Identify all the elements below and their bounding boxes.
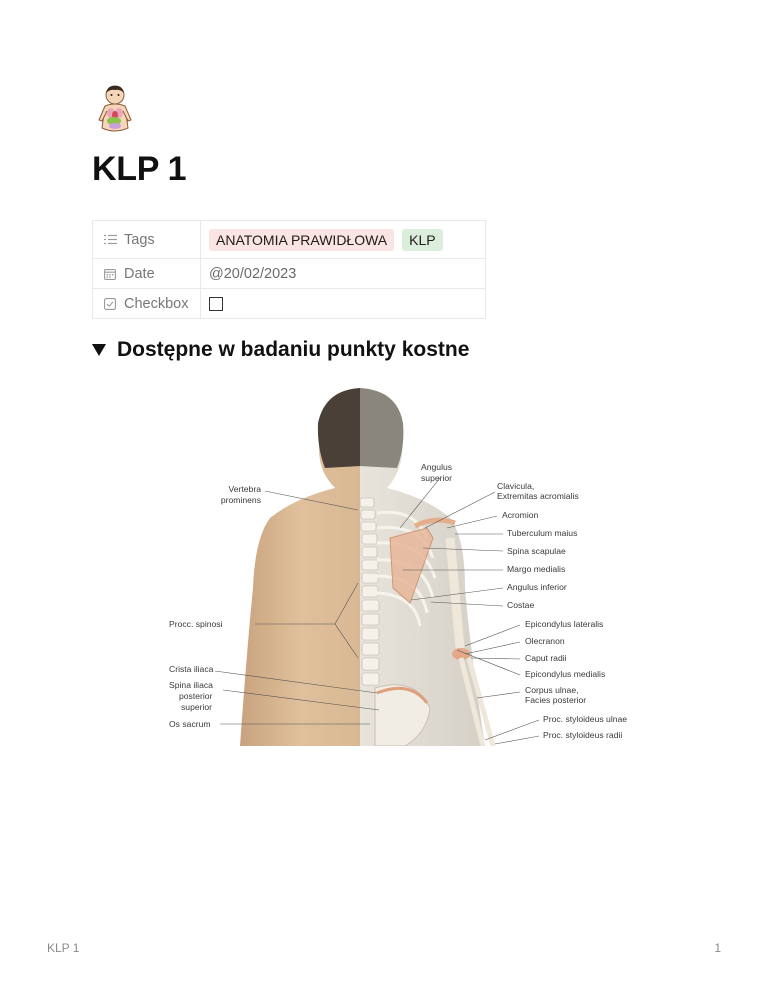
label-caput-radii: Caput radii	[525, 653, 567, 663]
label-prominens: prominens	[220, 495, 261, 505]
date-value[interactable]: @20/02/2023	[209, 265, 297, 282]
label-olecranon: Olecranon	[525, 636, 565, 646]
hair-grey	[360, 388, 403, 468]
label-margo-medialis: Margo medialis	[507, 564, 566, 574]
label-angulus: Angulus	[421, 462, 453, 472]
label-angulus-inferior: Angulus inferior	[507, 582, 567, 592]
property-value-checkbox	[201, 289, 485, 318]
tag-anatomia[interactable]: ANATOMIA PRAWIDŁOWA	[209, 229, 394, 251]
toggle-heading: Dostępne w badaniu punkty kostne	[117, 338, 470, 361]
page-number: 1	[714, 941, 721, 955]
property-label: Date	[124, 265, 155, 282]
label-facies-posterior: Facies posterior	[525, 695, 587, 705]
label-procc-spinosi: Procc. spinosi	[169, 619, 223, 629]
label-corpus-ulnae: Corpus ulnae,	[525, 685, 579, 695]
label-crista-iliaca: Crista iliaca	[169, 664, 214, 674]
label-spina-iliaca: Spina iliaca	[169, 680, 213, 690]
property-row-tags	[93, 221, 485, 259]
property-row-date	[93, 259, 485, 289]
toggle-triangle-icon[interactable]	[92, 344, 106, 356]
property-label: Checkbox	[124, 295, 189, 312]
label-proc-styloideus-ulnae: Proc. styloideus ulnae	[543, 714, 628, 724]
hair-dark	[318, 388, 360, 468]
property-row-checkbox	[93, 289, 485, 318]
tag-klp[interactable]: KLP	[402, 229, 442, 251]
property-key-checkbox[interactable]	[93, 289, 201, 318]
page-title: KLP 1	[92, 150, 187, 188]
anatomy-body-icon	[92, 84, 138, 136]
property-value-tags[interactable]	[201, 221, 485, 258]
label-acromion: Acromion	[502, 510, 539, 520]
properties-table	[92, 220, 486, 319]
footer-title: KLP 1	[47, 941, 80, 955]
label-superior-right: superior	[421, 473, 453, 483]
label-epicondylus-medialis: Epicondylus medialis	[525, 669, 606, 679]
anatomy-back-illustration	[165, 388, 650, 746]
checkbox-input[interactable]	[209, 297, 223, 311]
label-spina-scapulae: Spina scapulae	[507, 546, 566, 556]
label-tuberculum: Tuberculum maius	[507, 528, 578, 538]
property-label: Tags	[124, 231, 155, 248]
checkbox-icon	[103, 297, 117, 311]
property-key-tags[interactable]	[93, 221, 201, 258]
calendar-icon	[103, 267, 117, 281]
list-icon	[103, 233, 117, 247]
property-key-date[interactable]	[93, 259, 201, 288]
label-proc-styloideus-radii: Proc. styloideus radii	[543, 730, 623, 740]
label-os-sacrum: Os sacrum	[169, 719, 211, 729]
label-posterior: posterior	[179, 691, 213, 701]
property-value-date[interactable]	[201, 259, 485, 288]
toggle-block	[92, 338, 469, 362]
label-extremitas: Extremitas acromialis	[497, 491, 579, 501]
label-clavicula: Clavicula,	[497, 481, 535, 491]
label-superior-left: superior	[181, 702, 213, 712]
label-vertebra: Vertebra	[228, 484, 261, 494]
label-epicondylus-lateralis: Epicondylus lateralis	[525, 619, 604, 629]
label-costae: Costae	[507, 600, 535, 610]
